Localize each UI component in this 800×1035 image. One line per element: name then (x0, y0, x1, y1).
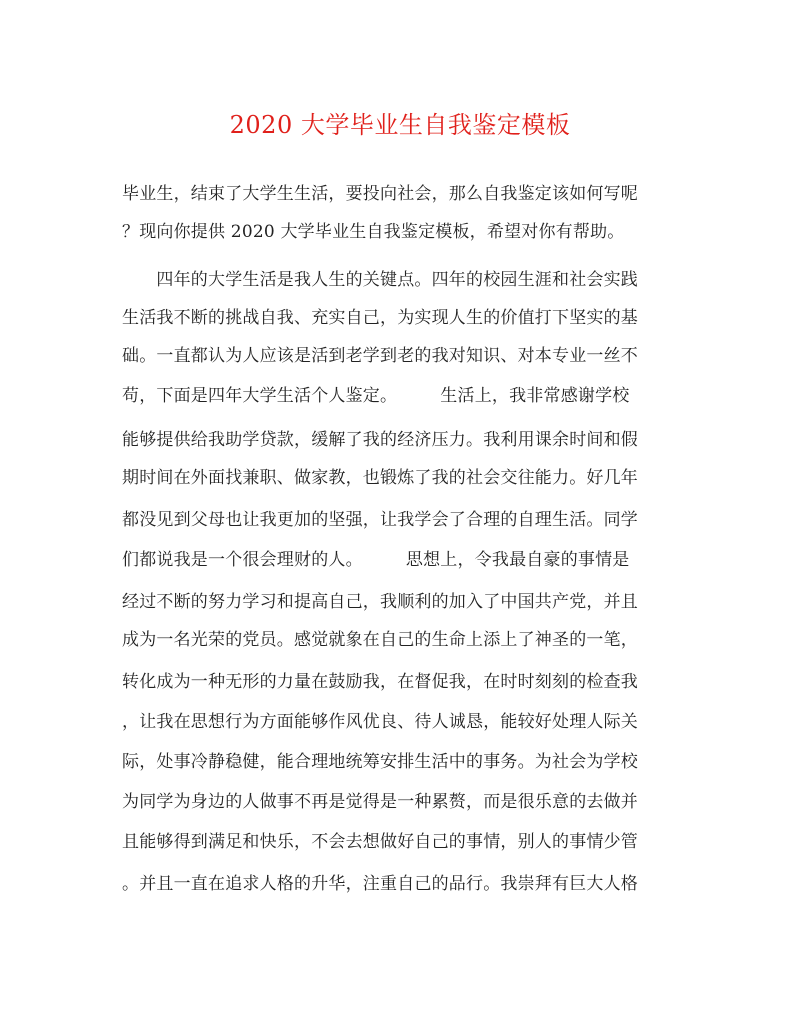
text-line: 们都说我是一个很会理财的人。 思想上，令我最自豪的事情是 (122, 550, 630, 570)
text-line: 为同学为身边的人做事不再是觉得是一种累赘，而是很乐意的去做并 (122, 792, 638, 812)
text-line: ？现向你提供 2020 大学毕业生自我鉴定模板，希望对你有帮助。 (122, 222, 625, 242)
text-line: 础。一直都认为人应该是活到老学到老的我对知识、对本专业一丝不 (122, 346, 638, 366)
text-line: 。并且一直在追求人格的升华，注重自己的品行。我崇拜有巨大人格 (122, 874, 638, 894)
text-line: 苟，下面是四年大学生活个人鉴定。 生活上，我非常感谢学校 (122, 386, 630, 406)
text-line: 生活我不断的挑战自我、充实自己，为实现人生的价值打下坚实的基 (122, 308, 638, 328)
text-line: 都没见到父母也让我更加的坚强，让我学会了合理的自理生活。同学 (122, 510, 638, 530)
text-line: 经过不断的努力学习和提高自己，我顺利的加入了中国共产党，并且 (122, 592, 638, 612)
document-title: 2020 大学毕业生自我鉴定模板 (229, 111, 571, 139)
text-line: 转化成为一种无形的力量在鼓励我，在督促我，在时时刻刻的检查我 (122, 672, 638, 692)
text-line: 际，处事冷静稳健，能合理地统筹安排生活中的事务。为社会为学校 (122, 752, 638, 772)
text-line: 期时间在外面找兼职、做家教，也锻炼了我的社会交往能力。好几年 (122, 468, 638, 488)
text-line: 且能够得到满足和快乐，不会去想做好自己的事情，别人的事情少管 (122, 832, 638, 852)
text-line: 毕业生，结束了大学生生活，要投向社会，那么自我鉴定该如何写呢 (122, 184, 638, 204)
text-line: 四年的大学生活是我人生的关键点。四年的校园生涯和社会实践 (122, 270, 638, 290)
text-line: 能够提供给我助学贷款，缓解了我的经济压力。我利用课余时间和假 (122, 430, 638, 450)
text-line: 成为一名光荣的党员。感觉就象在自己的生命上添上了神圣的一笔， (122, 630, 638, 650)
text-line: ，让我在思想行为方面能够作风优良、待人诚恳，能较好处理人际关 (122, 712, 638, 732)
